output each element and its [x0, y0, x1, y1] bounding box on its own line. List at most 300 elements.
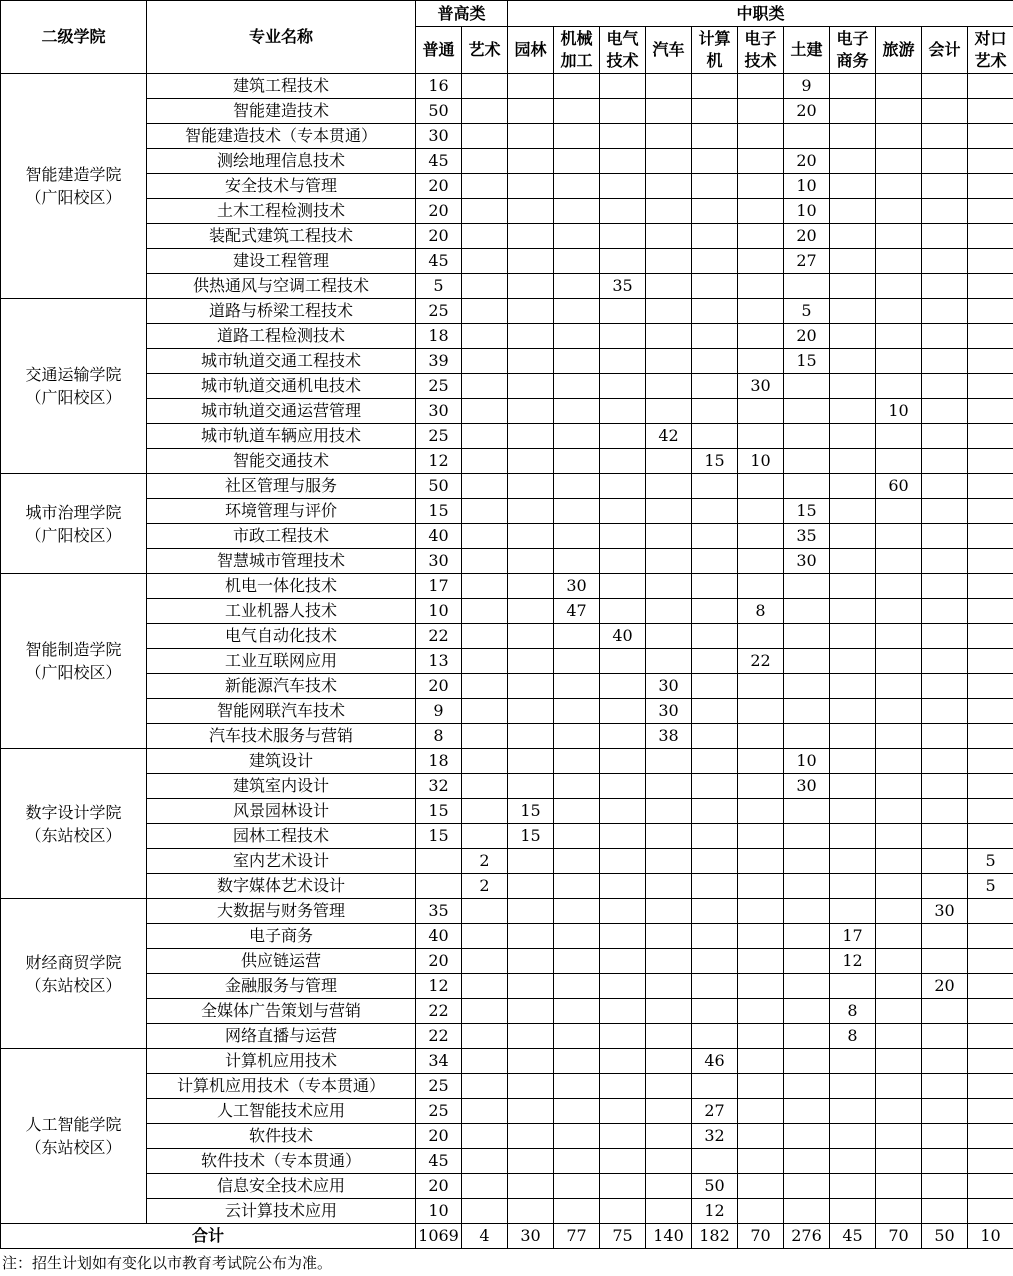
table-row: [1, 949, 1013, 974]
quota-cell: [830, 424, 876, 449]
quota-cell: [554, 199, 600, 224]
quota-cell: [646, 324, 692, 349]
quota-cell: [830, 874, 876, 899]
quota-cell: [692, 99, 738, 124]
major-name-cell: 智能交通技术: [147, 449, 416, 474]
quota-cell: [738, 674, 784, 699]
quota-cell: [692, 724, 738, 749]
quota-cell: [968, 349, 1013, 374]
quota-cell: [462, 99, 508, 124]
quota-cell: [830, 799, 876, 824]
quota-cell: [922, 449, 968, 474]
quota-cell: [922, 474, 968, 499]
header-col: 电气技术: [600, 27, 646, 74]
quota-cell: [876, 624, 922, 649]
quota-cell: [554, 1074, 600, 1099]
total-cell: 50: [922, 1224, 968, 1249]
table-row: [1, 1049, 1013, 1074]
college-cell: [1, 474, 147, 574]
quota-cell: 50: [416, 99, 462, 124]
quota-cell: 45: [416, 249, 462, 274]
quota-cell: 10: [416, 1199, 462, 1224]
quota-cell: [830, 1199, 876, 1224]
quota-cell: [462, 224, 508, 249]
quota-cell: [646, 499, 692, 524]
table-row: [1, 974, 1013, 999]
quota-cell: [508, 574, 554, 599]
table-row: [1, 599, 1013, 624]
quota-cell: [600, 99, 646, 124]
quota-cell: [738, 849, 784, 874]
college-cell: [1, 899, 147, 1049]
quota-cell: [922, 824, 968, 849]
quota-cell: [968, 274, 1013, 299]
quota-cell: [922, 524, 968, 549]
quota-cell: [462, 124, 508, 149]
quota-cell: 22: [738, 649, 784, 674]
table-row: [1, 224, 1013, 249]
quota-cell: [600, 549, 646, 574]
quota-cell: 15: [416, 824, 462, 849]
quota-cell: [462, 799, 508, 824]
quota-cell: [646, 299, 692, 324]
quota-cell: [830, 524, 876, 549]
quota-cell: [922, 849, 968, 874]
header-major: 专业名称: [147, 1, 416, 74]
quota-cell: [784, 599, 830, 624]
table-row: [1, 274, 1013, 299]
table-row: [1, 174, 1013, 199]
quota-cell: [508, 1074, 554, 1099]
quota-cell: [922, 124, 968, 149]
quota-cell: 32: [692, 1124, 738, 1149]
quota-cell: 17: [416, 574, 462, 599]
quota-cell: [462, 1174, 508, 1199]
quota-cell: [692, 249, 738, 274]
major-name-cell: 智慧城市管理技术: [147, 549, 416, 574]
college-cell: [1, 749, 147, 899]
quota-cell: [738, 874, 784, 899]
quota-cell: [554, 674, 600, 699]
quota-cell: [646, 624, 692, 649]
major-name-cell: 建设工程管理: [147, 249, 416, 274]
table-row: [1, 874, 1013, 899]
quota-cell: [968, 1024, 1013, 1049]
quota-cell: [738, 399, 784, 424]
quota-cell: [646, 449, 692, 474]
quota-cell: [508, 74, 554, 99]
quota-cell: [830, 849, 876, 874]
quota-cell: [646, 474, 692, 499]
quota-cell: [784, 124, 830, 149]
quota-cell: [922, 1024, 968, 1049]
quota-cell: 16: [416, 74, 462, 99]
quota-cell: [968, 149, 1013, 174]
table-row: [1, 649, 1013, 674]
quota-cell: [784, 1074, 830, 1099]
quota-cell: [600, 199, 646, 224]
quota-cell: [692, 374, 738, 399]
quota-cell: [692, 899, 738, 924]
quota-cell: [738, 149, 784, 174]
total-cell: 75: [600, 1224, 646, 1249]
quota-cell: [692, 799, 738, 824]
quota-cell: [922, 374, 968, 399]
quota-cell: [462, 924, 508, 949]
quota-cell: [646, 174, 692, 199]
header-col: 会计: [922, 27, 968, 74]
major-name-cell: 电气自动化技术: [147, 624, 416, 649]
quota-cell: 25: [416, 374, 462, 399]
quota-cell: [968, 224, 1013, 249]
quota-cell: 35: [600, 274, 646, 299]
college-cell: [1, 574, 147, 749]
table-row: [1, 999, 1013, 1024]
quota-cell: [554, 349, 600, 374]
quota-cell: [738, 199, 784, 224]
quota-cell: [508, 349, 554, 374]
quota-cell: [600, 899, 646, 924]
quota-cell: 50: [692, 1174, 738, 1199]
major-name-cell: 全媒体广告策划与营销: [147, 999, 416, 1024]
quota-cell: [554, 899, 600, 924]
quota-cell: [692, 749, 738, 774]
college-campus: （东站校区）: [25, 1138, 122, 1157]
quota-cell: [692, 624, 738, 649]
quota-cell: 30: [646, 674, 692, 699]
quota-cell: [554, 874, 600, 899]
quota-cell: [968, 624, 1013, 649]
major-name-cell: 大数据与财务管理: [147, 899, 416, 924]
quota-cell: [462, 699, 508, 724]
quota-cell: [646, 99, 692, 124]
quota-cell: [784, 474, 830, 499]
quota-cell: [646, 924, 692, 949]
college-name: 交通运输学院: [25, 365, 122, 384]
quota-cell: [646, 349, 692, 374]
quota-cell: [646, 249, 692, 274]
quota-cell: [876, 749, 922, 774]
quota-cell: [554, 549, 600, 574]
quota-cell: [968, 424, 1013, 449]
quota-cell: [784, 649, 830, 674]
quota-cell: [830, 624, 876, 649]
quota-cell: [968, 524, 1013, 549]
quota-cell: 40: [416, 924, 462, 949]
quota-cell: [876, 549, 922, 574]
quota-cell: [692, 549, 738, 574]
quota-cell: [922, 1124, 968, 1149]
quota-cell: [508, 649, 554, 674]
quota-cell: [600, 799, 646, 824]
major-name-cell: 建筑设计: [147, 749, 416, 774]
quota-cell: 30: [738, 374, 784, 399]
quota-cell: [830, 974, 876, 999]
quota-cell: [738, 824, 784, 849]
table-row: [1, 924, 1013, 949]
quota-cell: [462, 74, 508, 99]
quota-cell: 46: [692, 1049, 738, 1074]
quota-cell: [554, 924, 600, 949]
major-name-cell: 汽车技术服务与营销: [147, 724, 416, 749]
quota-cell: [462, 899, 508, 924]
quota-cell: [876, 124, 922, 149]
total-cell: 4: [462, 1224, 508, 1249]
quota-cell: [784, 624, 830, 649]
quota-cell: [830, 649, 876, 674]
quota-cell: [830, 1149, 876, 1174]
quota-cell: [738, 1049, 784, 1074]
quota-cell: [600, 824, 646, 849]
quota-cell: [876, 1099, 922, 1124]
quota-cell: 2: [462, 874, 508, 899]
table-row: [1, 424, 1013, 449]
quota-cell: [968, 674, 1013, 699]
major-name-cell: 土木工程检测技术: [147, 199, 416, 224]
quota-cell: 45: [416, 1149, 462, 1174]
quota-cell: [462, 549, 508, 574]
quota-cell: [554, 224, 600, 249]
quota-cell: [600, 574, 646, 599]
quota-cell: 25: [416, 424, 462, 449]
quota-cell: [830, 1174, 876, 1199]
quota-cell: [922, 924, 968, 949]
total-row: [1, 1224, 1013, 1249]
quota-cell: [922, 399, 968, 424]
quota-cell: [830, 374, 876, 399]
quota-cell: 38: [646, 724, 692, 749]
college-name: 智能制造学院: [25, 640, 122, 659]
quota-cell: [830, 349, 876, 374]
quota-cell: [462, 199, 508, 224]
college-name: 智能建造学院: [25, 165, 122, 184]
quota-cell: [600, 674, 646, 699]
quota-cell: [692, 674, 738, 699]
quota-cell: [462, 749, 508, 774]
major-name-cell: 风景园林设计: [147, 799, 416, 824]
quota-cell: [830, 774, 876, 799]
quota-cell: 47: [554, 599, 600, 624]
major-name-cell: 工业互联网应用: [147, 649, 416, 674]
quota-cell: [554, 449, 600, 474]
major-name-cell: 城市轨道交通运营管理: [147, 399, 416, 424]
quota-cell: [738, 349, 784, 374]
major-name-cell: 市政工程技术: [147, 524, 416, 549]
quota-cell: [876, 249, 922, 274]
quota-cell: [830, 899, 876, 924]
quota-cell: [830, 174, 876, 199]
quota-cell: [692, 699, 738, 724]
table-row: [1, 849, 1013, 874]
quota-cell: [876, 1149, 922, 1174]
quota-cell: [600, 399, 646, 424]
quota-cell: [646, 1024, 692, 1049]
quota-cell: [784, 849, 830, 874]
quota-cell: [554, 999, 600, 1024]
quota-cell: [554, 1124, 600, 1149]
quota-cell: [738, 124, 784, 149]
quota-cell: [738, 99, 784, 124]
quota-cell: [922, 224, 968, 249]
college-campus: （广阳校区）: [25, 188, 122, 207]
quota-cell: 20: [784, 149, 830, 174]
quota-cell: [968, 1099, 1013, 1124]
quota-cell: [508, 524, 554, 549]
total-cell: 70: [876, 1224, 922, 1249]
quota-cell: [646, 574, 692, 599]
quota-cell: 20: [784, 224, 830, 249]
quota-cell: 5: [416, 274, 462, 299]
quota-cell: [508, 1174, 554, 1199]
quota-cell: [784, 1049, 830, 1074]
quota-cell: 42: [646, 424, 692, 449]
footnote: 注：招生计划如有变化以市教育考试院公布为准。: [2, 1254, 333, 1272]
quota-cell: [692, 174, 738, 199]
quota-cell: [738, 699, 784, 724]
quota-cell: 25: [416, 1099, 462, 1124]
quota-cell: 15: [416, 799, 462, 824]
quota-cell: [600, 349, 646, 374]
quota-cell: 20: [416, 1174, 462, 1199]
major-name-cell: 社区管理与服务: [147, 474, 416, 499]
quota-cell: 40: [416, 524, 462, 549]
quota-cell: [922, 1149, 968, 1174]
quota-cell: 15: [416, 499, 462, 524]
quota-cell: [738, 474, 784, 499]
major-name-cell: 云计算技术应用: [147, 1199, 416, 1224]
quota-cell: [508, 499, 554, 524]
quota-cell: [830, 549, 876, 574]
header-col: 旅游: [876, 27, 922, 74]
quota-cell: 30: [416, 124, 462, 149]
quota-cell: [508, 1149, 554, 1174]
quota-cell: [600, 599, 646, 624]
quota-cell: [784, 999, 830, 1024]
quota-cell: 15: [508, 799, 554, 824]
quota-cell: [646, 599, 692, 624]
quota-cell: [646, 374, 692, 399]
quota-cell: [554, 249, 600, 274]
quota-cell: [508, 949, 554, 974]
quota-cell: [784, 399, 830, 424]
quota-cell: [922, 574, 968, 599]
quota-cell: [600, 474, 646, 499]
quota-cell: [830, 99, 876, 124]
quota-cell: [508, 1024, 554, 1049]
quota-cell: [554, 524, 600, 549]
quota-cell: [922, 949, 968, 974]
major-name-cell: 城市轨道车辆应用技术: [147, 424, 416, 449]
quota-cell: [876, 599, 922, 624]
quota-cell: [554, 649, 600, 674]
quota-cell: [416, 849, 462, 874]
quota-cell: [692, 349, 738, 374]
quota-cell: [600, 1024, 646, 1049]
quota-cell: [922, 74, 968, 99]
quota-cell: [600, 299, 646, 324]
quota-cell: [738, 1124, 784, 1149]
quota-cell: 10: [784, 749, 830, 774]
quota-cell: [508, 749, 554, 774]
quota-cell: [738, 574, 784, 599]
quota-cell: [830, 149, 876, 174]
quota-cell: 30: [554, 574, 600, 599]
quota-cell: 32: [416, 774, 462, 799]
quota-cell: [922, 674, 968, 699]
quota-cell: [508, 699, 554, 724]
quota-cell: [508, 224, 554, 249]
quota-cell: [968, 1049, 1013, 1074]
quota-cell: 22: [416, 1024, 462, 1049]
major-name-cell: 城市轨道交通机电技术: [147, 374, 416, 399]
quota-cell: [600, 1149, 646, 1174]
major-name-cell: 软件技术（专本贯通）: [147, 1149, 416, 1174]
quota-cell: [738, 424, 784, 449]
quota-cell: [508, 199, 554, 224]
quota-cell: [876, 324, 922, 349]
total-cell: 140: [646, 1224, 692, 1249]
quota-cell: [968, 949, 1013, 974]
quota-cell: 50: [416, 474, 462, 499]
quota-cell: [508, 774, 554, 799]
quota-cell: [554, 324, 600, 349]
quota-cell: [738, 174, 784, 199]
table-row: [1, 299, 1013, 324]
table-row: [1, 249, 1013, 274]
quota-cell: [968, 799, 1013, 824]
quota-cell: [692, 324, 738, 349]
quota-cell: [646, 74, 692, 99]
quota-cell: [600, 1199, 646, 1224]
quota-cell: [876, 824, 922, 849]
quota-cell: [462, 1024, 508, 1049]
quota-cell: [508, 424, 554, 449]
college-name: 人工智能学院: [25, 1115, 122, 1134]
college-campus: （东站校区）: [25, 825, 122, 845]
quota-cell: [830, 474, 876, 499]
quota-cell: [692, 649, 738, 674]
quota-cell: [554, 774, 600, 799]
quota-cell: [554, 1199, 600, 1224]
quota-cell: [692, 124, 738, 149]
quota-cell: [508, 974, 554, 999]
table-row: [1, 199, 1013, 224]
major-name-cell: 测绘地理信息技术: [147, 149, 416, 174]
quota-cell: [692, 574, 738, 599]
quota-cell: [600, 249, 646, 274]
quota-cell: [646, 224, 692, 249]
quota-cell: [922, 999, 968, 1024]
quota-cell: 15: [784, 349, 830, 374]
quota-cell: [646, 399, 692, 424]
quota-cell: [646, 199, 692, 224]
table-row: [1, 1099, 1013, 1124]
quota-cell: [738, 224, 784, 249]
quota-cell: [830, 674, 876, 699]
quota-cell: [508, 1199, 554, 1224]
quota-cell: [738, 749, 784, 774]
major-name-cell: 软件技术: [147, 1124, 416, 1149]
quota-cell: [646, 549, 692, 574]
quota-cell: [554, 699, 600, 724]
quota-cell: [876, 274, 922, 299]
quota-cell: [554, 1049, 600, 1074]
table-row: [1, 824, 1013, 849]
quota-cell: 5: [784, 299, 830, 324]
quota-cell: [830, 324, 876, 349]
quota-cell: [968, 974, 1013, 999]
quota-cell: [462, 599, 508, 624]
